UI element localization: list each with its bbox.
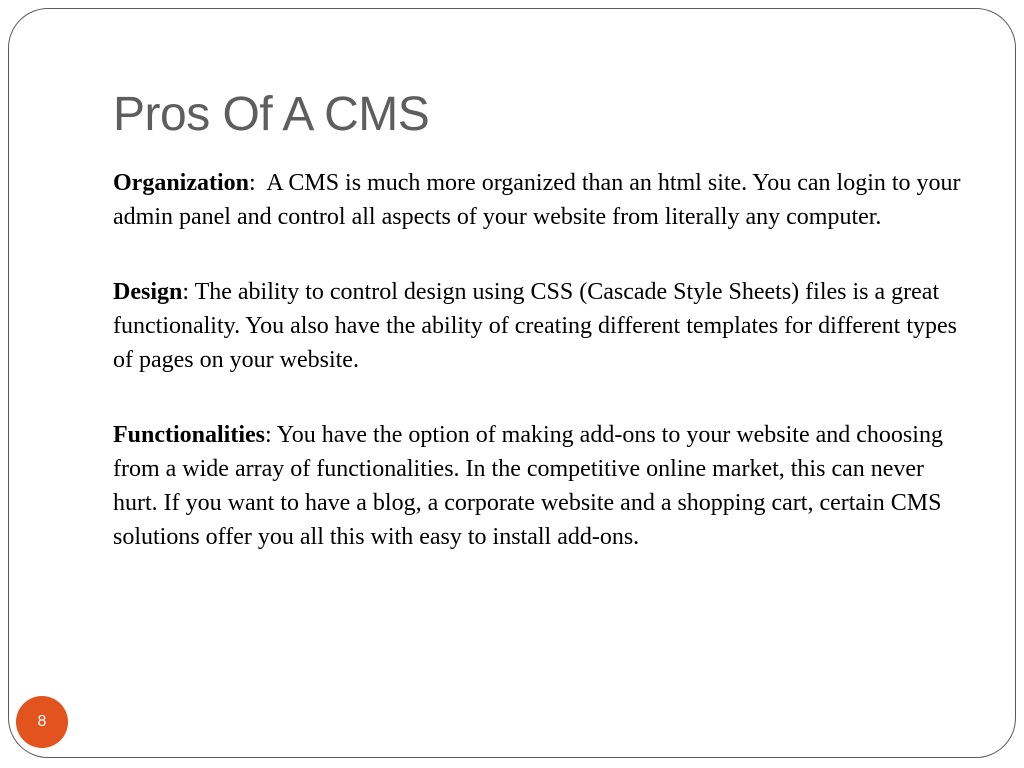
- paragraph-text: You have the option of making add-ons to your website and choosing from a wide array of functionalities. In the competitive online market, this can never hurt. If you want to have a blog, a corporate website and a shopping cart, certain CMS solutions offer you all this with easy to install add-ons.: [113, 422, 943, 550]
- paragraph-design: [113, 275, 973, 377]
- paragraph-functionalities: [113, 418, 973, 554]
- paragraph-text: A CMS is much more organized than an html site. You can login to your admin panel and control all aspects of your website from literally any computer.: [113, 170, 961, 230]
- term-separator: :: [182, 279, 195, 305]
- term-organization: Organization: [113, 170, 249, 196]
- page-number-badge: 8: [16, 696, 68, 748]
- term-design: Design: [113, 279, 183, 305]
- term-separator: :: [249, 170, 267, 196]
- paragraph-text: The ability to control design using CSS (Cascade Style Sheets) files is a great functionality. You also have the ability of creating different templates for different types of pages on your website.: [113, 279, 957, 373]
- term-functionalities: Functionalities: [113, 422, 266, 448]
- slide-title: Pros Of A CMS: [113, 88, 430, 141]
- paragraph-organization: [113, 166, 973, 234]
- slide-body: [113, 166, 973, 595]
- term-separator: :: [265, 422, 277, 448]
